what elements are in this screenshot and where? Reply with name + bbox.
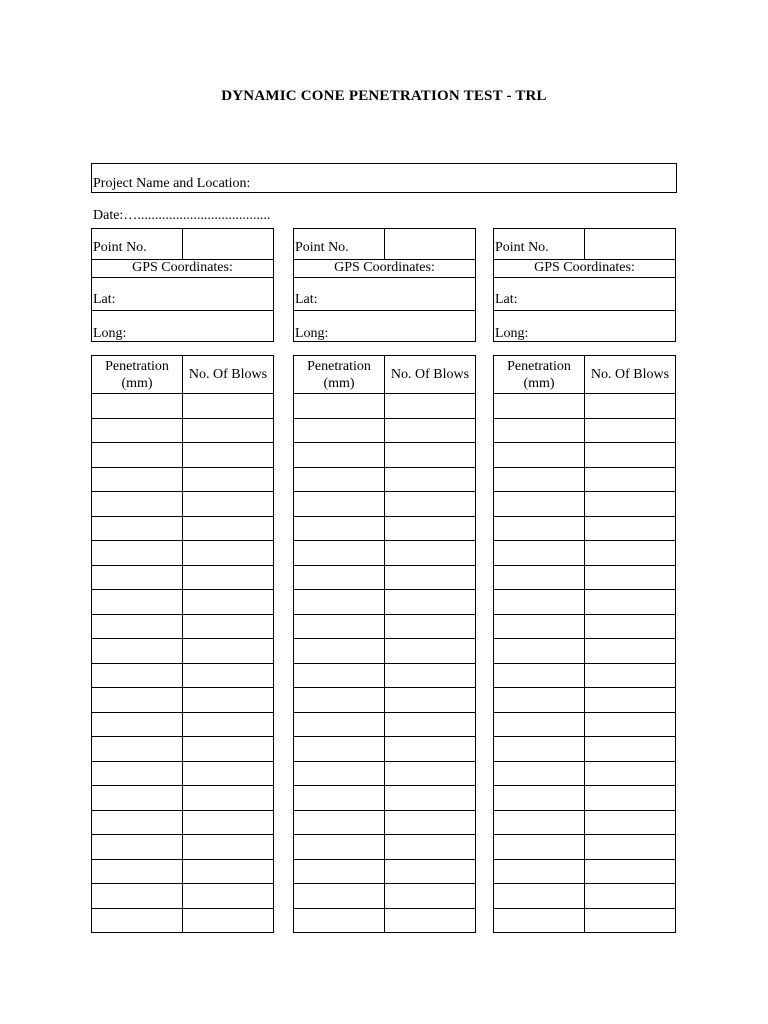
blows-cell[interactable] (585, 688, 676, 713)
penetration-cell[interactable] (92, 859, 183, 884)
penetration-cell[interactable] (92, 639, 183, 664)
table-row (92, 639, 274, 664)
table-row (494, 614, 676, 639)
penetration-cell[interactable] (92, 443, 183, 468)
penetration-cell[interactable] (294, 443, 385, 468)
gps-coordinates-label: GPS Coordinates: (334, 260, 435, 275)
point-no-label: Point No. (93, 240, 147, 255)
penetration-cell[interactable] (294, 908, 385, 933)
table-row (494, 884, 676, 909)
blows-cell[interactable] (585, 908, 676, 933)
blows-cell[interactable] (585, 541, 676, 566)
penetration-cell[interactable] (294, 761, 385, 786)
long-label: Long: (295, 326, 329, 341)
blows-cell[interactable] (183, 786, 274, 811)
table-row (294, 859, 476, 884)
table-row (294, 835, 476, 860)
table-row (294, 418, 476, 443)
penetration-cell[interactable] (92, 786, 183, 811)
point-no-label: Point No. (295, 240, 349, 255)
table-row (92, 712, 274, 737)
blows-cell[interactable] (585, 712, 676, 737)
long-label: Long: (495, 326, 529, 341)
table-row (494, 394, 676, 419)
point-info-block-2 (293, 228, 476, 342)
table-row (294, 614, 476, 639)
blows-cell[interactable] (385, 908, 476, 933)
blows-cell[interactable] (183, 810, 274, 835)
penetration-cell[interactable] (92, 418, 183, 443)
penetration-cell[interactable] (294, 688, 385, 713)
blows-cell[interactable] (385, 786, 476, 811)
table-row (494, 663, 676, 688)
table-row (92, 761, 274, 786)
penetration-cell[interactable] (494, 394, 585, 419)
penetration-cell[interactable] (294, 663, 385, 688)
table-row (494, 761, 676, 786)
point-no-label: Point No. (495, 240, 549, 255)
blows-cell[interactable] (585, 639, 676, 664)
table-row (92, 541, 274, 566)
penetration-table-2 (293, 355, 476, 933)
blows-cell[interactable] (385, 418, 476, 443)
gps-coordinates-label: GPS Coordinates: (534, 260, 635, 275)
blows-cell[interactable] (385, 737, 476, 762)
penetration-header: Penetration (mm) (494, 356, 585, 394)
table-row (294, 810, 476, 835)
penetration-cell[interactable] (92, 688, 183, 713)
penetration-cell[interactable] (294, 835, 385, 860)
blows-cell[interactable] (585, 394, 676, 419)
penetration-cell[interactable] (494, 516, 585, 541)
penetration-cell[interactable] (294, 565, 385, 590)
blows-cell[interactable] (385, 663, 476, 688)
penetration-cell[interactable] (494, 565, 585, 590)
table-row (92, 394, 274, 419)
table-row (92, 688, 274, 713)
blows-cell[interactable] (183, 663, 274, 688)
blows-cell[interactable] (585, 761, 676, 786)
penetration-cell[interactable] (92, 590, 183, 615)
table-row (294, 663, 476, 688)
table-row (92, 418, 274, 443)
penetration-cell[interactable] (494, 590, 585, 615)
penetration-cell[interactable] (294, 614, 385, 639)
blows-cell[interactable] (183, 541, 274, 566)
blows-header: No. Of Blows (385, 356, 476, 394)
penetration-cell[interactable] (294, 418, 385, 443)
blows-cell[interactable] (585, 492, 676, 517)
table-row (92, 467, 274, 492)
penetration-cell[interactable] (294, 639, 385, 664)
blows-cell[interactable] (385, 492, 476, 517)
blows-cell[interactable] (385, 590, 476, 615)
penetration-header: Penetration (mm) (92, 356, 183, 394)
long-label: Long: (93, 326, 127, 341)
penetration-cell[interactable] (92, 492, 183, 517)
table-row (494, 590, 676, 615)
penetration-cell[interactable] (92, 663, 183, 688)
penetration-cell[interactable] (494, 492, 585, 517)
blows-cell[interactable] (183, 761, 274, 786)
table-row (294, 492, 476, 517)
blows-cell[interactable] (183, 590, 274, 615)
penetration-cell[interactable] (494, 737, 585, 762)
table-row (494, 541, 676, 566)
table-row (294, 761, 476, 786)
date-field[interactable]: Date:…...................................... (93, 208, 271, 223)
blows-cell[interactable] (385, 810, 476, 835)
blows-cell[interactable] (183, 614, 274, 639)
blows-cell[interactable] (385, 884, 476, 909)
penetration-cell[interactable] (294, 859, 385, 884)
penetration-cell[interactable] (494, 786, 585, 811)
page-title: DYNAMIC CONE PENETRATION TEST - TRL (221, 88, 547, 104)
table-row (494, 786, 676, 811)
penetration-cell[interactable] (92, 541, 183, 566)
blows-cell[interactable] (585, 565, 676, 590)
table-row (494, 443, 676, 468)
table-row (294, 467, 476, 492)
blows-cell[interactable] (385, 761, 476, 786)
blows-cell[interactable] (385, 565, 476, 590)
penetration-cell[interactable] (92, 835, 183, 860)
table-row (494, 516, 676, 541)
blows-cell[interactable] (183, 884, 274, 909)
table-row (294, 516, 476, 541)
penetration-cell[interactable] (92, 737, 183, 762)
penetration-cell[interactable] (92, 908, 183, 933)
table-row (494, 859, 676, 884)
blows-cell[interactable] (585, 737, 676, 762)
penetration-cell[interactable] (294, 590, 385, 615)
penetration-cell[interactable] (294, 394, 385, 419)
penetration-cell[interactable] (494, 614, 585, 639)
blows-cell[interactable] (385, 859, 476, 884)
penetration-cell[interactable] (92, 516, 183, 541)
blows-cell[interactable] (585, 418, 676, 443)
lat-label: Lat: (93, 292, 116, 307)
blows-cell[interactable] (585, 835, 676, 860)
table-row (294, 590, 476, 615)
blows-cell[interactable] (385, 614, 476, 639)
penetration-cell[interactable] (494, 418, 585, 443)
table-row (294, 565, 476, 590)
blows-cell[interactable] (385, 688, 476, 713)
blows-cell[interactable] (183, 835, 274, 860)
penetration-cell[interactable] (494, 884, 585, 909)
penetration-cell[interactable] (92, 712, 183, 737)
penetration-cell[interactable] (92, 394, 183, 419)
table-row (92, 786, 274, 811)
point-info-block-3 (493, 228, 676, 342)
blows-cell[interactable] (585, 467, 676, 492)
penetration-cell[interactable] (494, 663, 585, 688)
blows-cell[interactable] (183, 565, 274, 590)
blows-cell[interactable] (183, 492, 274, 517)
penetration-cell[interactable] (494, 639, 585, 664)
penetration-cell[interactable] (294, 492, 385, 517)
table-row (294, 908, 476, 933)
penetration-cell[interactable] (494, 835, 585, 860)
penetration-cell[interactable] (494, 761, 585, 786)
penetration-cell[interactable] (494, 859, 585, 884)
table-row (92, 835, 274, 860)
table-row (92, 443, 274, 468)
penetration-cell[interactable] (294, 786, 385, 811)
blows-cell[interactable] (183, 467, 274, 492)
blows-cell[interactable] (585, 810, 676, 835)
blows-cell[interactable] (183, 516, 274, 541)
blows-cell[interactable] (183, 394, 274, 419)
table-row (92, 614, 274, 639)
penetration-cell[interactable] (494, 541, 585, 566)
blows-cell[interactable] (385, 516, 476, 541)
blows-header: No. Of Blows (585, 356, 676, 394)
table-row (294, 394, 476, 419)
table-row (92, 810, 274, 835)
table-row (494, 418, 676, 443)
table-row (494, 639, 676, 664)
blows-cell[interactable] (585, 663, 676, 688)
lat-label: Lat: (495, 292, 518, 307)
table-row (494, 712, 676, 737)
penetration-cell[interactable] (494, 908, 585, 933)
blows-cell[interactable] (183, 859, 274, 884)
table-row (494, 835, 676, 860)
penetration-cell[interactable] (294, 541, 385, 566)
blows-cell[interactable] (585, 859, 676, 884)
project-name-label: Project Name and Location: (93, 176, 251, 191)
blows-cell[interactable] (585, 884, 676, 909)
penetration-cell[interactable] (494, 443, 585, 468)
blows-cell[interactable] (585, 786, 676, 811)
table-row (494, 565, 676, 590)
penetration-cell[interactable] (92, 614, 183, 639)
table-row (494, 737, 676, 762)
table-row (294, 639, 476, 664)
table-row (92, 908, 274, 933)
blows-cell[interactable] (585, 443, 676, 468)
blows-header: No. Of Blows (183, 356, 274, 394)
table-row (92, 565, 274, 590)
penetration-cell[interactable] (494, 688, 585, 713)
penetration-header: Penetration (mm) (294, 356, 385, 394)
penetration-cell[interactable] (294, 712, 385, 737)
penetration-cell[interactable] (294, 467, 385, 492)
project-name-field[interactable] (91, 163, 677, 193)
blows-cell[interactable] (183, 639, 274, 664)
table-row (294, 786, 476, 811)
blows-cell[interactable] (385, 639, 476, 664)
lat-label: Lat: (295, 292, 318, 307)
blows-cell[interactable] (385, 835, 476, 860)
table-row (294, 688, 476, 713)
table-row (92, 492, 274, 517)
table-row (294, 541, 476, 566)
penetration-cell[interactable] (92, 565, 183, 590)
penetration-cell[interactable] (294, 516, 385, 541)
blows-cell[interactable] (385, 443, 476, 468)
penetration-cell[interactable] (294, 810, 385, 835)
penetration-cell[interactable] (494, 467, 585, 492)
table-row (494, 688, 676, 713)
penetration-cell[interactable] (92, 761, 183, 786)
penetration-cell[interactable] (494, 810, 585, 835)
table-row (92, 737, 274, 762)
blows-cell[interactable] (183, 443, 274, 468)
blows-cell[interactable] (385, 712, 476, 737)
blows-cell[interactable] (183, 688, 274, 713)
blows-cell[interactable] (585, 614, 676, 639)
table-row (92, 590, 274, 615)
penetration-cell[interactable] (92, 810, 183, 835)
table-row (92, 663, 274, 688)
blows-cell[interactable] (183, 737, 274, 762)
penetration-cell[interactable] (294, 737, 385, 762)
blows-cell[interactable] (585, 516, 676, 541)
table-row (294, 443, 476, 468)
table-row (92, 859, 274, 884)
table-row (294, 712, 476, 737)
penetration-cell[interactable] (92, 467, 183, 492)
table-row (494, 467, 676, 492)
table-row (494, 908, 676, 933)
table-row (92, 884, 274, 909)
blows-cell[interactable] (183, 908, 274, 933)
penetration-cell[interactable] (494, 712, 585, 737)
table-row (294, 884, 476, 909)
blows-cell[interactable] (385, 467, 476, 492)
blows-cell[interactable] (183, 418, 274, 443)
penetration-table-1 (91, 355, 274, 933)
point-info-block-1 (91, 228, 274, 342)
table-row (494, 492, 676, 517)
blows-cell[interactable] (183, 712, 274, 737)
blows-cell[interactable] (585, 590, 676, 615)
penetration-cell[interactable] (92, 884, 183, 909)
gps-coordinates-label: GPS Coordinates: (132, 260, 233, 275)
table-row (92, 516, 274, 541)
table-row (494, 810, 676, 835)
blows-cell[interactable] (385, 394, 476, 419)
penetration-table-3 (493, 355, 676, 933)
penetration-cell[interactable] (294, 884, 385, 909)
blows-cell[interactable] (385, 541, 476, 566)
table-row (294, 737, 476, 762)
